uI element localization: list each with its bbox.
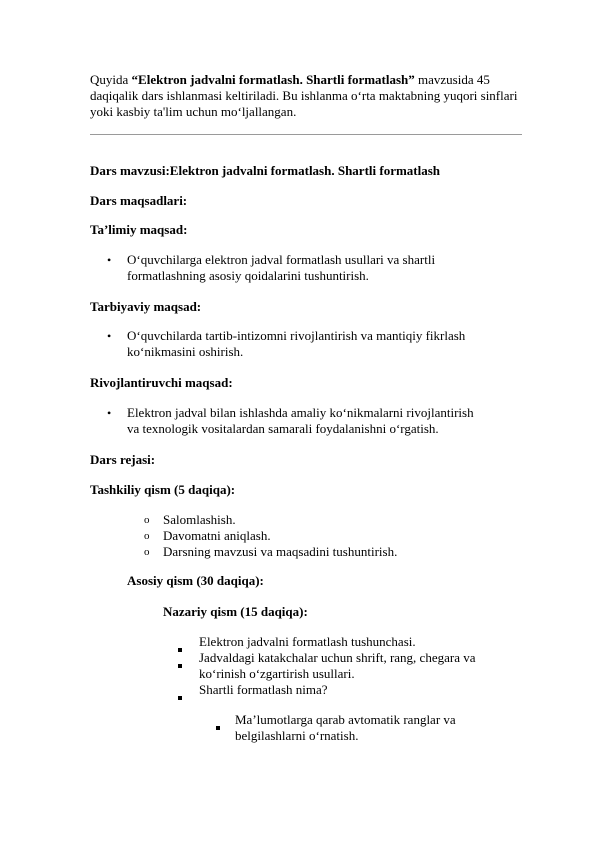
organizational-item: o Darsning mavzusi va maqsadini tushuntirish. [144, 544, 398, 559]
intro-topic: “Elektron jadvalni formatlash. Shartli formatlash” [131, 72, 415, 87]
upbringing-goal-item: • O‘quvchilarda tartib-intizomni rivojlantirish va mantiqiy fikrlash ko‘nikmasini oshirish. [107, 328, 466, 359]
bullet-icon: • [107, 329, 112, 343]
horizontal-divider [90, 134, 522, 135]
bullet-icon: • [107, 406, 112, 420]
lesson-topic-heading: Dars mavzusi:Elektron jadvalni formatlash. Shartli formatlash [90, 163, 441, 178]
upbringing-goal-heading: Tarbiyaviy maqsad: [90, 299, 202, 314]
developing-goal-heading: Rivojlantiruvchi maqsad: [90, 375, 233, 390]
square-bullet-icon [178, 656, 182, 672]
plan-heading: Dars rejasi: [90, 452, 156, 467]
organizational-item: o Davomatni aniqlash. [144, 528, 271, 543]
circle-bullet-icon: o [144, 546, 150, 558]
educational-goal-item: • O‘quvchilarga elektron jadval formatlash usullari va shartli formatlashning asosiy qoidalarini tushuntirish. [107, 252, 436, 283]
educational-goal-heading: Ta’limiy maqsad: [90, 222, 188, 237]
intro-suffix: mavzusida 45 daqiqalik dars ishlanmasi keltiriladi. Bu ishlanma o‘rta maktabning yuqori sinflari yoki kasbiy ta'lim uchun mo‘ljallangan. [90, 72, 518, 119]
bullet-icon: • [107, 253, 112, 267]
square-bullet-icon [216, 718, 220, 734]
organizational-item: o Salomlashish. [144, 512, 236, 527]
main-part-heading: Asosiy qism (30 daqiqa): [127, 573, 264, 588]
circle-bullet-icon: o [144, 530, 150, 542]
circle-bullet-icon: o [144, 514, 150, 526]
theory-part-heading: Nazariy qism (15 daqiqa): [163, 604, 308, 619]
square-bullet-icon [178, 640, 182, 656]
theory-item: Elektron jadvalni formatlash tushunchasi. [199, 634, 519, 650]
theory-item: Shartli formatlash nima? [199, 682, 519, 698]
square-bullet-icon [178, 688, 182, 704]
organizational-part-heading: Tashkiliy qism (5 daqiqa): [90, 482, 236, 497]
intro-paragraph [90, 72, 522, 120]
developing-goal-item: • Elektron jadval bilan ishlashda amaliy ko‘nikmalarni rivojlantirish va texnologik vositalardan samarali foydalanishni o‘rgatish. [107, 405, 474, 436]
intro-prefix: Quyida [90, 72, 132, 87]
theory-sub-item: Ma’lumotlarga qarab avtomatik ranglar va belgilashlarni o‘rnatish. [235, 712, 525, 744]
theory-item: Jadvaldagi katakchalar uchun shrift, rang, chegara va ko‘rinish o‘zgartirish usullari. [199, 650, 519, 682]
goals-heading: Dars maqsadlari: [90, 193, 188, 208]
